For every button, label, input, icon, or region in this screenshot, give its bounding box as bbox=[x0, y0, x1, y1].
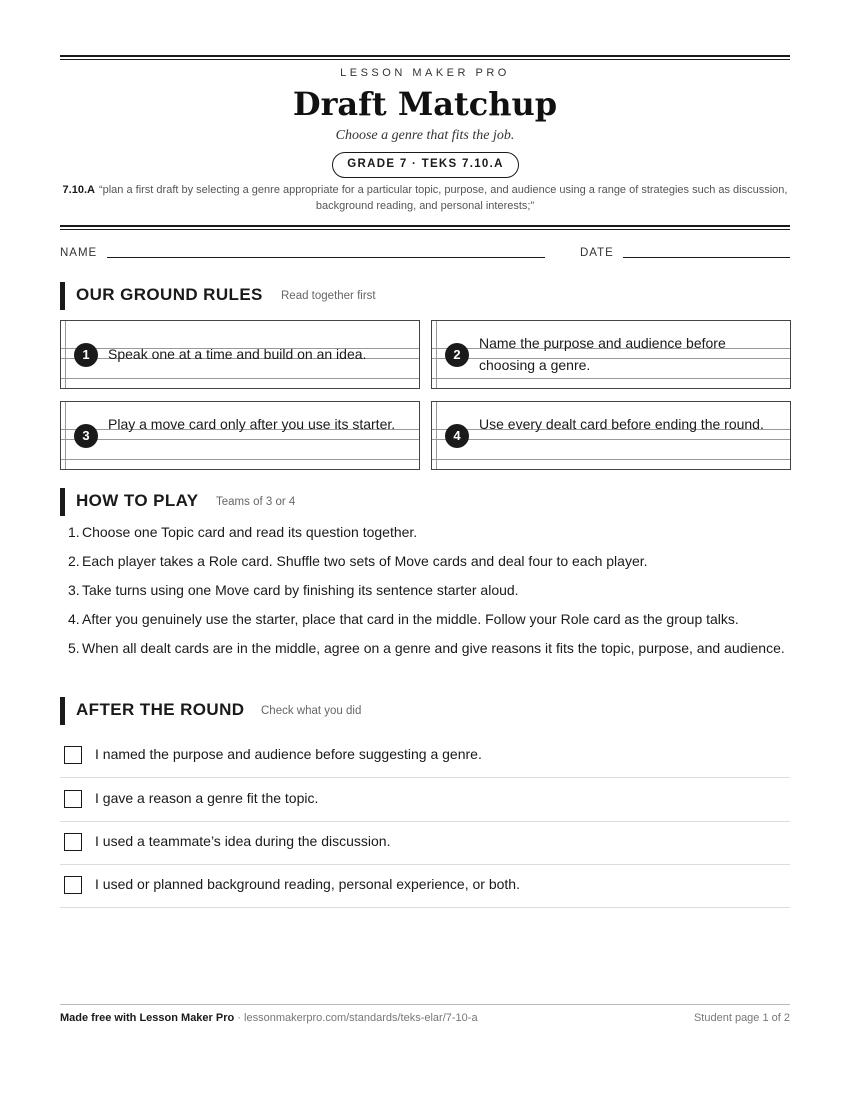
checklist-item bbox=[60, 864, 790, 908]
checklist-item bbox=[60, 821, 790, 865]
step-item bbox=[60, 638, 790, 658]
section-title: AFTER THE ROUND bbox=[76, 700, 245, 719]
step-text: Choose one Topic card and read its question together. bbox=[82, 524, 418, 540]
checkbox[interactable] bbox=[64, 790, 82, 808]
header-top-rule bbox=[60, 55, 790, 60]
step-number: 3. bbox=[68, 582, 80, 598]
checklist-text: I named the purpose and audience before suggesting a genre. bbox=[95, 746, 482, 762]
step-text: When all dealt cards are in the middle, agree on a genre and give reasons it fits the topic, purpose, and audience. bbox=[82, 640, 785, 656]
standard-code: 7.10.A bbox=[62, 184, 95, 196]
ground-rule-card bbox=[60, 401, 420, 470]
ground-rule-card bbox=[431, 320, 791, 389]
checkbox[interactable] bbox=[64, 876, 82, 894]
section-title: OUR GROUND RULES bbox=[76, 285, 263, 304]
ground-rule-card bbox=[60, 320, 420, 389]
after-round-heading bbox=[60, 697, 790, 725]
step-item bbox=[60, 551, 790, 571]
ground-rules-heading bbox=[60, 282, 790, 310]
card-line bbox=[432, 439, 790, 440]
footer-made-with: Made free with Lesson Maker Pro bbox=[60, 1012, 235, 1024]
standard-statement bbox=[60, 182, 790, 214]
footer-separator: · bbox=[237, 1012, 241, 1024]
step-number: 4. bbox=[68, 611, 80, 627]
how-to-play-steps bbox=[60, 522, 790, 667]
how-to-play-heading bbox=[60, 488, 790, 516]
grade-badge: GRADE 7 · TEKS 7.10.A bbox=[332, 152, 519, 178]
checklist-text: I used or planned background reading, personal experience, or both. bbox=[95, 876, 520, 892]
card-line bbox=[61, 459, 419, 460]
rule-number-badge: 2 bbox=[445, 343, 469, 367]
checklist-item bbox=[60, 734, 790, 778]
standard-text: “plan a first draft by selecting a genre appropriate for a particular topic, purpose, and audience using a range of strategies such as discussion, background reading, and personal interests;” bbox=[98, 184, 788, 212]
date-label: DATE bbox=[580, 247, 614, 259]
step-number: 1. bbox=[68, 524, 80, 540]
step-item bbox=[60, 580, 790, 600]
checklist-text: I gave a reason a genre fit the topic. bbox=[95, 790, 319, 806]
card-line bbox=[432, 459, 790, 460]
worksheet-page bbox=[60, 0, 790, 1100]
rule-number-badge: 3 bbox=[74, 424, 98, 448]
section-note: Check what you did bbox=[261, 705, 362, 717]
rule-text: Use every dealt card before ending the round. bbox=[479, 416, 764, 432]
step-item bbox=[60, 522, 790, 542]
page-title: Draft Matchup bbox=[292, 85, 558, 123]
step-text: Each player takes a Role card. Shuffle two sets of Move cards and deal four to each player. bbox=[82, 553, 648, 569]
checkbox[interactable] bbox=[64, 833, 82, 851]
footer-page-info: Student page 1 of 2 bbox=[693, 1012, 790, 1024]
header-bottom-rule bbox=[60, 225, 790, 230]
section-note: Read together first bbox=[281, 290, 376, 302]
section-marker bbox=[60, 488, 65, 516]
brand-name: LESSON MAKER PRO bbox=[340, 67, 510, 79]
date-field[interactable] bbox=[623, 257, 790, 258]
step-number: 5. bbox=[68, 640, 80, 656]
ground-rule-card bbox=[431, 401, 791, 470]
name-field[interactable] bbox=[107, 257, 545, 258]
rule-text: Name the purpose and audience before choosing a genre. bbox=[479, 335, 726, 373]
step-number: 2. bbox=[68, 553, 80, 569]
step-text: Take turns using one Move card by finishing its sentence starter aloud. bbox=[82, 582, 519, 598]
section-marker bbox=[60, 282, 65, 310]
card-line bbox=[61, 439, 419, 440]
step-text: After you genuinely use the starter, place that card in the middle. Follow your Role card as the group talks. bbox=[82, 611, 739, 627]
rule-number-badge: 4 bbox=[445, 424, 469, 448]
name-label: NAME bbox=[60, 247, 98, 259]
card-line bbox=[432, 378, 790, 379]
section-note: Teams of 3 or 4 bbox=[216, 496, 296, 508]
checklist-text: I used a teammate’s idea during the discussion. bbox=[95, 833, 391, 849]
page-subtitle: Choose a genre that fits the job. bbox=[335, 128, 515, 143]
rule-text: Speak one at a time and build on an idea. bbox=[108, 346, 367, 362]
name-date-row bbox=[60, 247, 790, 263]
step-item bbox=[60, 609, 790, 629]
rule-number-badge: 1 bbox=[74, 343, 98, 367]
card-line bbox=[61, 378, 419, 379]
footer-credit bbox=[60, 1012, 478, 1024]
section-marker bbox=[60, 697, 65, 725]
checkbox[interactable] bbox=[64, 746, 82, 764]
checklist-item bbox=[60, 778, 790, 822]
footer-rule bbox=[60, 1004, 790, 1005]
footer-url[interactable]: lessonmakerpro.com/standards/teks-elar/7-10-a bbox=[244, 1012, 478, 1024]
section-title: HOW TO PLAY bbox=[76, 491, 199, 510]
rule-text: Play a move card only after you use its starter. bbox=[108, 416, 396, 432]
